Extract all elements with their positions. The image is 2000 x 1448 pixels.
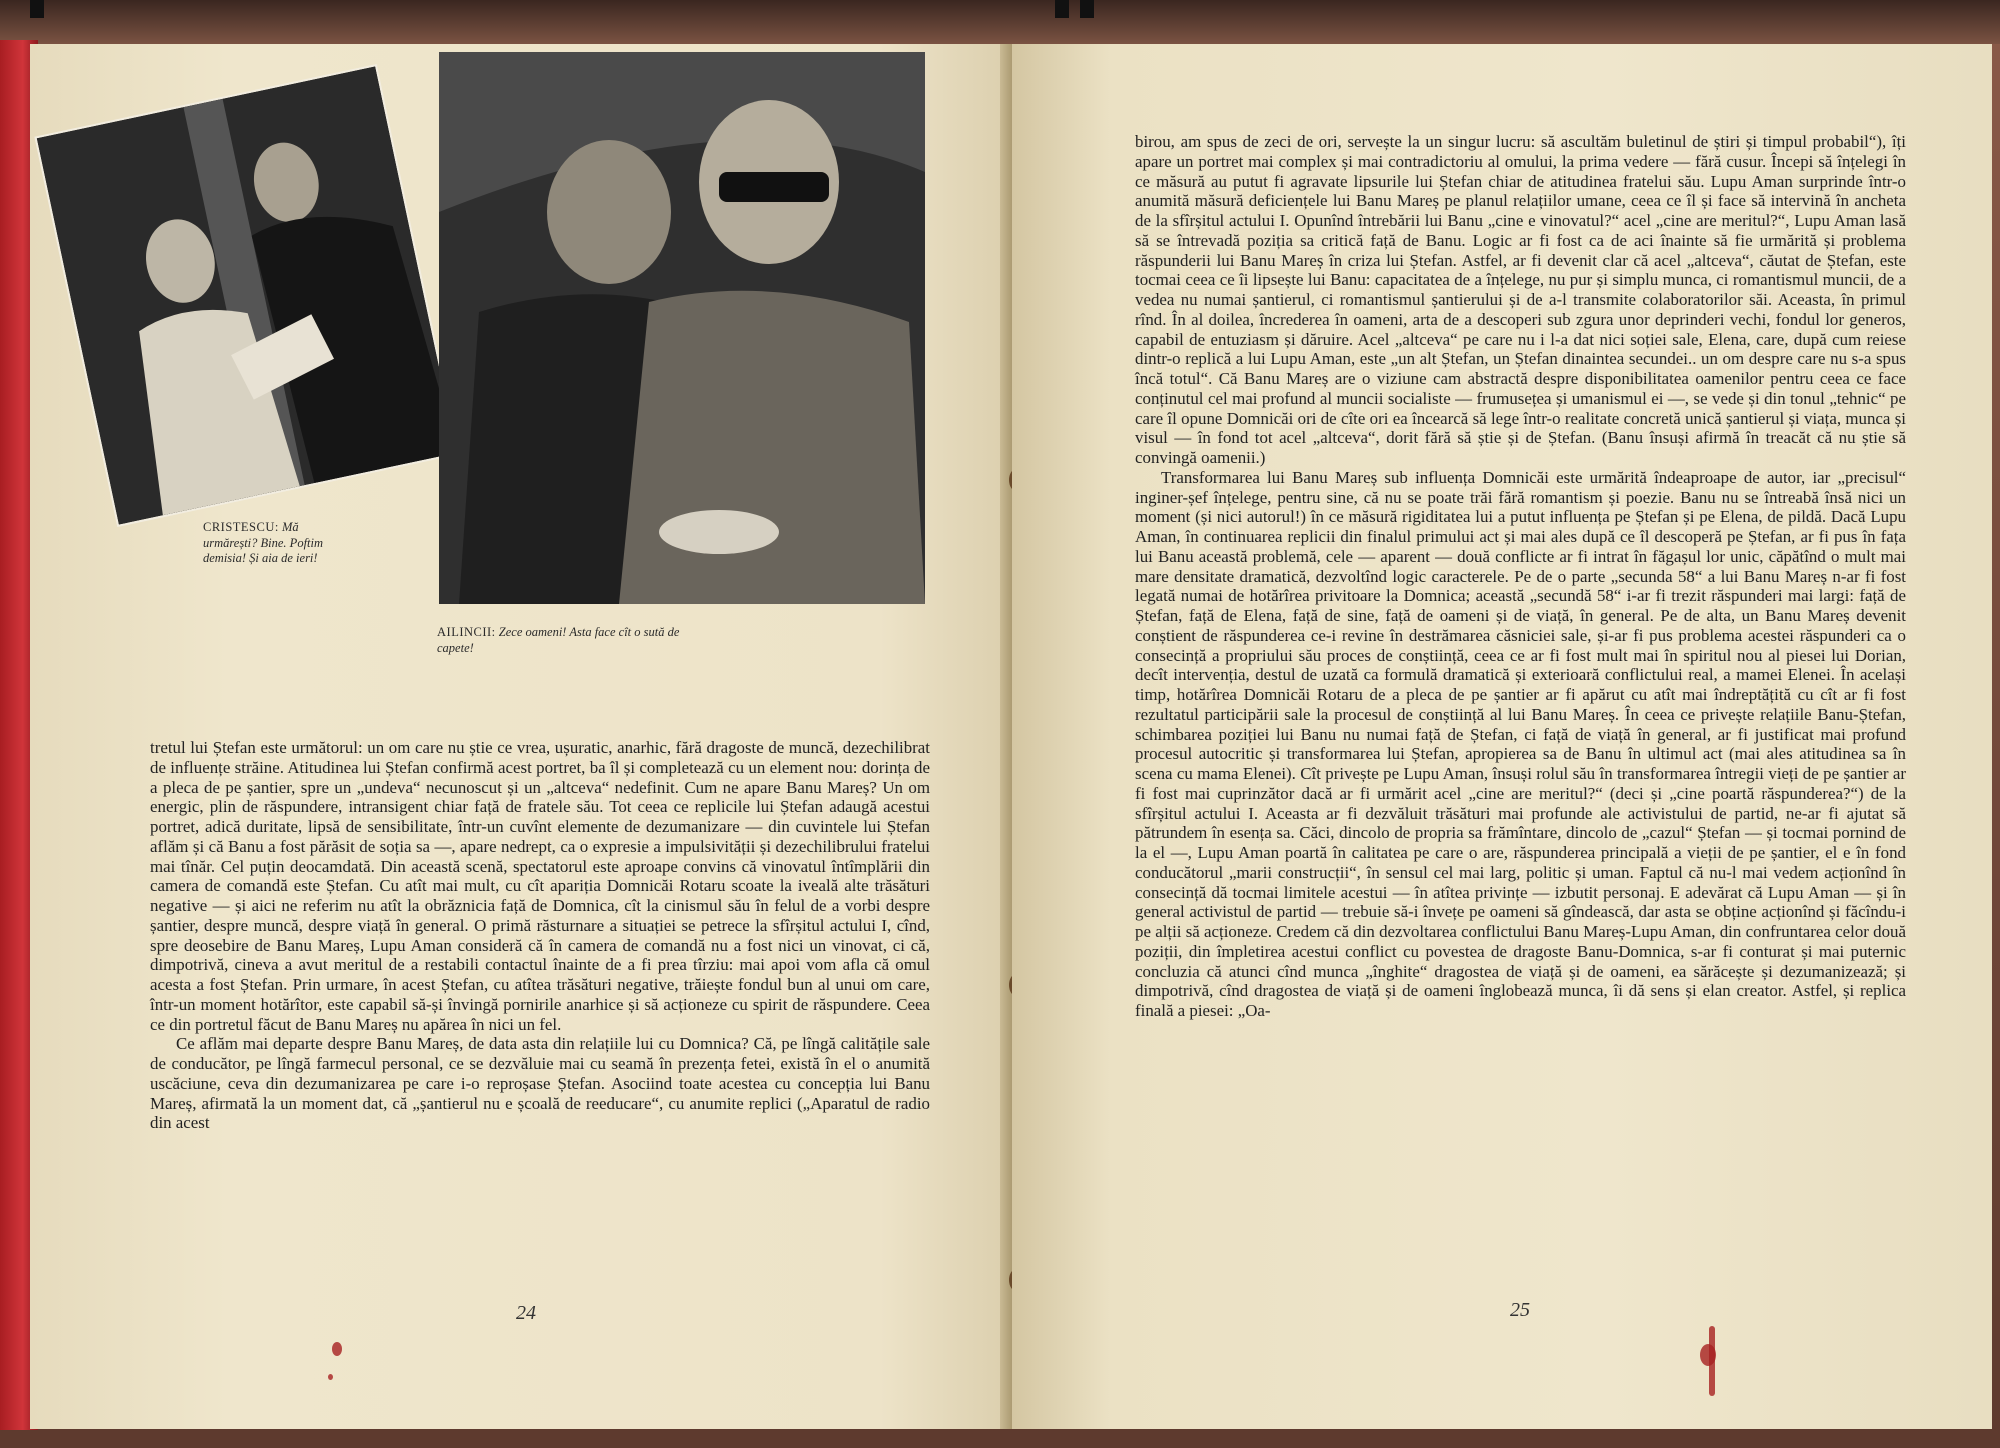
paragraph: Ce aflăm mai departe despre Banu Mareș, de data asta din relațiile lui cu Domnica? Că, pe lîngă calitățile sale de conducător, pe lîngă farmecul personal, ce se dezvăluie mai cu seamă în prezența fetei, există în el o anumită uscăciune, ceva din dezumanizarea pe care i-o reproșase Ștefan. Asociind toate acestea cu concepția lui Banu Mareș, afirmată la un moment dat, că „șantierul nu e școală de reeducare“, cu anumite replici („Aparatul de radio din acest — [150, 1034, 930, 1133]
page-number: 25 — [1510, 1299, 1530, 1321]
paragraph: birou, am spus de zeci de ori, servește la un singur lucru: să ascultăm buletinul de știri și timpul probabil“), îți apare un portret mai complex și mai contradictoriu al omului, la prima vedere — fără cusur. Începi să înțelegi în ce măsură au putut fi agravate lipsurile lui Ștefan chiar de atitudinea fratelui său. Lupu Aman surprinde într-o anumită măsură deficiențele lui Banu Mareș pe planul relațiilor umane, ceea ce îl și face să intervină în ancheta de la sfîrșitul actului I. Opunînd întrebării lui Banu „cine e vinovatul?“ acel „cine are meritul?“, Lupu Aman lasă să se întrevadă poziția sa critică față de Banu. Logic ar fi fost ca de aci înainte să fie urmărită și problema răspunderii lui Banu Mareș în criza lui Ștefan. Astfel, ar fi devenit clar că acel „altceva“, căutat de Ștefan, este tocmai ceea ce îi lipsește lui Banu: capacitatea de a înțelege, nu pur și simplu munca, ci romantismul muncii, de a vedea nu numai șantierul, ci romantismul șantierului și de a-l transmite colaboratorilor săi. Aceasta, în primul rînd. În al doilea, încrederea în oameni, arta de a descoperi sub zgura unor deprinderi vechi, fondul lor generos, capabil de entuziasm și dăruire. Acel „altceva“ pe care nu i l-a dat nici soției sale, Elena, care, după cum reiese dintr-o replică a lui Lupu Aman, este „un alt Ștefan, un Ștefan dinaintea secundei.. un om despre care nu s-a spus încă totul“. Că Banu Mareș are o viziune cam abstractă despre disponibilitatea oamenilor pentru ceea ce face conținutul cel mai profund al muncii socialiste — frumusețea și umanismul ei —, se vede și din tonul „tehnic“ pe care îl opune Domnicăi ori de cîte ori ea încearcă să lege într-o realitate concretă unică șantierul și viața, munca și visul — în fond tot acel „altceva“, dorit fără să știe și de Ștefan. (Banu însuși afirmă în treacăt că nu știe să convingă oamenii.) — [1135, 132, 1906, 467]
right-page — [1012, 44, 1992, 1429]
binding-tab — [1055, 0, 1069, 18]
photo-small — [34, 64, 459, 527]
paragraph: Transformarea lui Banu Mareș sub influența Domnicăi este urmărită îndeaproape de autor, iar „precisul“ inginer-șef înțelege, pentru sine, că nu se poate trăi fără romantism și poezie. Banu nu se întreabă însă nici un moment (și nici autorul!) în ce măsură rigiditatea lui a putut influența pe Ștefan și pe Elena, de pildă. Dacă Lupu Aman, în continuarea replicii din finalul primului act și mai ales după ce îl descoperă pe Ștefan, ar fi pus în fața lui Banu această problemă, cele — aparent — două conflicte ar fi intrat în făgașul lor unic, căpătînd o mult mai mare densitate dramatică, dezvoltînd logic caracterele. Pe de o parte „secunda 58“ a lui Banu Mareș n-ar fi fost legată numai de hotărîrea privitoare la Domnica; această „secundă 58“ i-ar fi trezit răspunderi mai largi: față de Ștefan, față de Elena, față de sine, față de oameni și de viață, în general. Pe de alta, un Banu Mareș devenit conștient de răspunderea ce-i revine în destrămarea căsniciei sale, și-ar fi pus problema acestei răspunderi ca o consecință a propriului său proces de conștiință, ceea ce ar fi fost mult mai în spiritul nou al piesei lui Dorian, decît intervenția, destul de uzată ca formulă dramatică și exterioară conflictului real, a mamei Elenei. În același timp, hotărîrea Domnicăi Rotaru de a pleca de pe șantier ar fi apărut cu atît mai îndreptățită cu cît ar fi fost rezultatul participării sale la procesul de conștiință al lui Banu Mareș. În ceea ce privește relațiile Banu-Ștefan, schimbarea poziției lui Banu nu numai față de Ștefan, ci față de viață în general, ar fi justificat mai profund procesul autocritic și transformarea lui Ștefan, apropierea sa de Banu în ultimul act (mai ales atitudinea sa în scena cu mama Elenei). Cît privește pe Lupu Aman, însuși rolul său în transformarea întregii vieți de pe șantier ar fi fost mai cuprinzător dacă ar fi urmărit acel „cine are meritul?“ (deci și „cine poartă răspunderea?“) de la sfîrșitul actului I. Aceasta ar fi dezvăluit trăsături mai profunde ale activistului de partid, ne-ar fi ajutat să pătrundem în esența sa. Căci, dincolo de propria sa frămîntare, dincolo de „cazul“ Ștefan — și tocmai pornind de la el —, Lupu Aman poartă în calitatea pe care o are, răspunderea principală a vieții de pe șantier, el e în fond conducătorul „marii construcții“, în sensul cel mai larg, politic și uman. Faptul că nu-l mai vedem acționînd în consecință dă tocmai limitele acestui — în atîtea privințe — izbutit personaj. E adevărat că Lupu Aman — și în general activistul de partid — trebuie să-i învețe pe oameni să gîndească, dar asta se obține acționînd și făcîndu-i pe alții să acționeze. Credem că din dezvoltarea conflictului Banu Mareș-Lupu Aman, din confruntarea celor două poziții, din împletirea acestui conflict cu povestea de dragoste Banu-Domnica, s-ar fi conturat și mai puternic concluzia că atunci cînd munca „înghite“ dragostea de viață și de oameni, ea sărăcește și dezumanizează; și dimpotrivă, cînd dragostea de viață și de oameni înglobează munca, îi dă sens și elan creator. Astfel, și replica finală a piesei: „Oa- — [1135, 467, 1906, 1020]
caption-text: Zece oameni! Asta face cît o sută de capete! — [437, 625, 680, 655]
left-body-text — [150, 738, 930, 1133]
caption-speaker: CRISTESCU: — [203, 520, 279, 534]
caption-photo-large — [437, 625, 707, 656]
binding-tab — [30, 0, 44, 18]
ink-stain — [1700, 1344, 1716, 1366]
caption-text: Mă urmărești? Bine. Poftim demisia! Și aia de ieri! — [203, 520, 324, 565]
book-top-edge — [0, 0, 2000, 44]
ink-stain — [328, 1374, 333, 1380]
photo-large — [439, 52, 925, 604]
right-body-text — [1135, 132, 1906, 1021]
binding-tab — [1080, 0, 1094, 18]
left-page — [30, 44, 1030, 1429]
caption-speaker: AILINCII: — [437, 625, 496, 639]
caption-photo-small — [203, 520, 343, 567]
page-number: 24 — [516, 1302, 536, 1324]
photo-icon — [439, 52, 925, 604]
ink-stain — [332, 1342, 342, 1356]
photo-icon — [37, 66, 458, 524]
paragraph: tretul lui Ștefan este următorul: un om care nu știe ce vrea, ușuratic, anarhic, fără dragoste de muncă, dezechilibrat de influențe străine. Atitudinea lui Ștefan confirmă acest portret, ba îl și completează cu un element nou: dorința de a pleca de pe șantier, spre un „undeva“ necunoscut și un „altceva“ nedefinit. Cum ne apare Banu Mareș? Un om energic, plin de răspundere, intransigent chiar față de fratele său. Tot ceea ce replicile lui Ștefan adaugă acestui portret, adică duritate, lipsă de sensibilitate, într-un cuvînt elemente de dezumanizare — din cuvintele lui Ștefan aflăm și că Banu a fost părăsit de soția sa —, apare nedrept, ca o expresie a impulsivității și dezechilibrului fratelui mai tînăr. Cel puțin deocamdată. Din această scenă, spectatorul este aproape convins că vinovatul întîmplării din camera de comandă este Ștefan. Cu atît mai mult, cu cît apariția Domnicăi Rotaru scoate la iveală alte trăsături negative — și aici ne referim nu atît la obrăznicia față de Domnica, cît la cinismul său în felul de a vorbi despre șantier, despre muncă, despre viață în general. O primă răsturnare a situației se petrece la sfîrșitul actului I, cînd, spre deosebire de Banu Mareș, Lupu Aman consideră că în camera de comandă nu a fost nici un vinovat, ci că, dimpotrivă, cineva a avut meritul de a restabili contactul înainte de a fi prea tîrziu: mai apoi vom afla că omul acesta a fost Ștefan. Prin urmare, în acest Ștefan, cu atîtea trăsături negative, trăiește fondul bun al unui om care, într-un moment hotărîtor, este capabil să-și învingă pornirile anarhice și să acționeze cu spirit de răspundere. Ceea ce din portretul făcut de Banu Mareș nu apărea în nici un fel. — [150, 738, 930, 1034]
